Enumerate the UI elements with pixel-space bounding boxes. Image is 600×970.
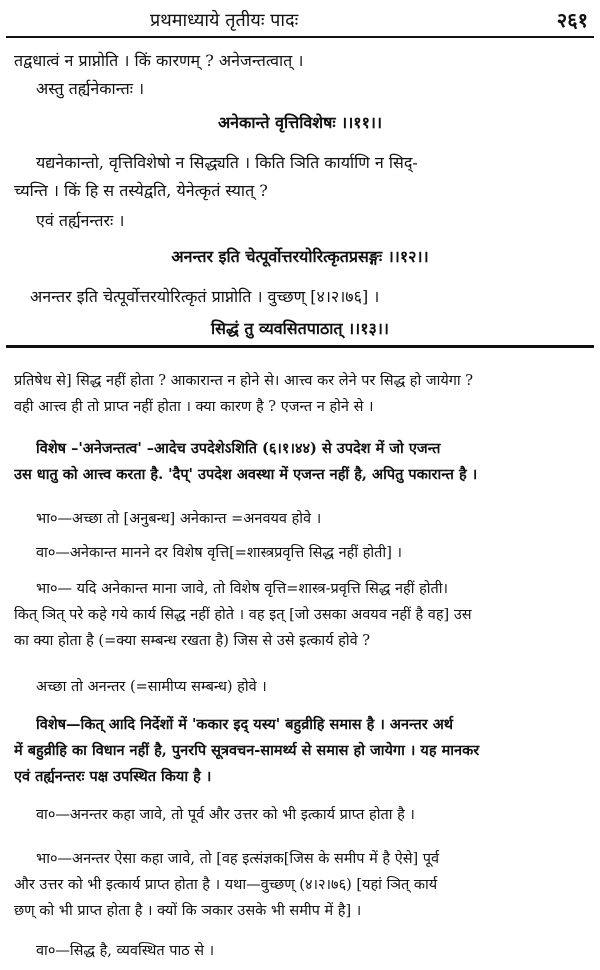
running-title: प्रथमाध्याये तृतीयः पादः bbox=[150, 10, 299, 31]
header-rule bbox=[6, 36, 594, 38]
sanskrit-line: अनन्तर इति चेत्पूर्वोत्तरयोरित्कृतं प्राप्नोति । वुच्छण् [४।२।७६] । bbox=[30, 287, 380, 306]
sanskrit-line: अस्तु तर्ह्यनेकान्तः । bbox=[36, 79, 145, 98]
hindi-line: और उत्तर को भी इत्कार्य प्राप्त होता है । यथा—वुच्छण् (४।२।७६) [यहां ञित् कार्य bbox=[14, 877, 438, 893]
page-number: २६१ bbox=[556, 8, 588, 32]
hindi-line: का क्या होता है (=क्या सम्बन्ध रखता है) जिस से उसे इत्कार्य होवे ? bbox=[14, 633, 371, 649]
hindi-line: छण् को भी प्राप्त होता है । क्यों कि ञकार उसके भी समीप में है] । bbox=[14, 903, 362, 919]
sanskrit-line: एवं तर्ह्यनन्तरः । bbox=[36, 211, 125, 230]
vishesh-note: विशेष –'अनेजन्तत्व' –आदेच उपदेशेऽशिति (६।१।४४) से उपदेश में जो एजन्त bbox=[36, 440, 441, 457]
vartika-line: वा०—सिद्ध है, व्यवस्थित पाठ से । bbox=[36, 943, 215, 959]
hindi-line: वही आत्त्व ही तो प्राप्त नहीं होता । क्या कारण है ? एजन्त न होने से । bbox=[14, 399, 374, 415]
running-header bbox=[0, 6, 600, 34]
sanskrit-line: तद्वधात्वं न प्राप्नोति । किं कारणम् ? अनेजन्तत्वात् । bbox=[14, 51, 304, 70]
vishesh-note: एवं तर्ह्यनन्तरः पक्ष उपस्थित किया है । bbox=[14, 768, 212, 785]
sutra-vartika: अनेकान्ते वृत्तिविशेषः ।।११।। bbox=[217, 113, 383, 132]
sutra-vartika: अनन्तर इति चेत्पूर्वोत्तरयोरित्कृतप्रसङ्गः ।।१२।। bbox=[171, 247, 429, 266]
hindi-line: अच्छा तो अनन्तर (=सामीप्य सम्बन्ध) होवे । bbox=[36, 679, 267, 695]
bhashya-line: भा०—अच्छा तो [अनुबन्ध] अनेकान्त =अनवयव होवे । bbox=[36, 511, 322, 527]
sutra-vartika: सिद्धं तु व्यवसितपाठात् ।।१३।। bbox=[211, 319, 389, 338]
bhashya-line: भा०—अनन्तर ऐसा कहा जावे, तो [वह इत्संज्ञक[जिस के समीप में है ऐसे] पूर्व bbox=[36, 851, 440, 867]
vishesh-note: उस धातु को आत्त्व करता है. 'दैप्' उपदेश अवस्था में एजन्त नहीं है, अपितु पकारान्त है । bbox=[14, 466, 478, 483]
vartika-line: वा०—अनन्तर कहा जावे, तो पूर्व और उत्तर को भी इत्कार्य प्राप्त होता है । bbox=[36, 807, 415, 823]
vishesh-note: में बहुव्रीहि का विधान नहीं है, पुनरपि सूत्रवचन-सामर्थ्य से समास हो जायेगा । यह मानकर bbox=[14, 742, 480, 759]
hindi-line: कित् ञित् परे कहे गये कार्य सिद्ध नहीं होते । वह इत् [जो उसका अवयव नहीं है वह] उस bbox=[14, 607, 472, 623]
sanskrit-line: च्यन्ति । किं हि स तस्येद्वति, येनेत्कृतं स्यात् ? bbox=[14, 181, 268, 200]
bhashya-line: भा०— यदि अनेकान्त माना जावे, तो विशेष वृत्ति=शास्त्र-प्रवृत्ति सिद्ध नहीं होती। bbox=[36, 581, 449, 597]
vartika-line: वा०—अनेकान्त मानने दर विशेष वृत्ति[=शास्त्रप्रवृत्ति सिद्ध नहीं होती] । bbox=[36, 545, 402, 561]
sanskrit-line: यद्यनेकान्तो, वृत्तिविशेषो न सिद्ध्यति । किति ञिति कार्याणि न सिद्- bbox=[36, 153, 418, 172]
hindi-line: प्रतिषेध से] सिद्ध नहीं होता ? आकारान्त न होने से। आत्त्व कर लेने पर सिद्ध हो जायेगा ? bbox=[14, 373, 474, 389]
vishesh-note: विशेष—कित् आदि निर्देशों में 'ककार इद् यस्य' बहुव्रीहि समास है । अनन्तर अर्थ bbox=[36, 716, 454, 733]
section-rule bbox=[6, 345, 594, 348]
